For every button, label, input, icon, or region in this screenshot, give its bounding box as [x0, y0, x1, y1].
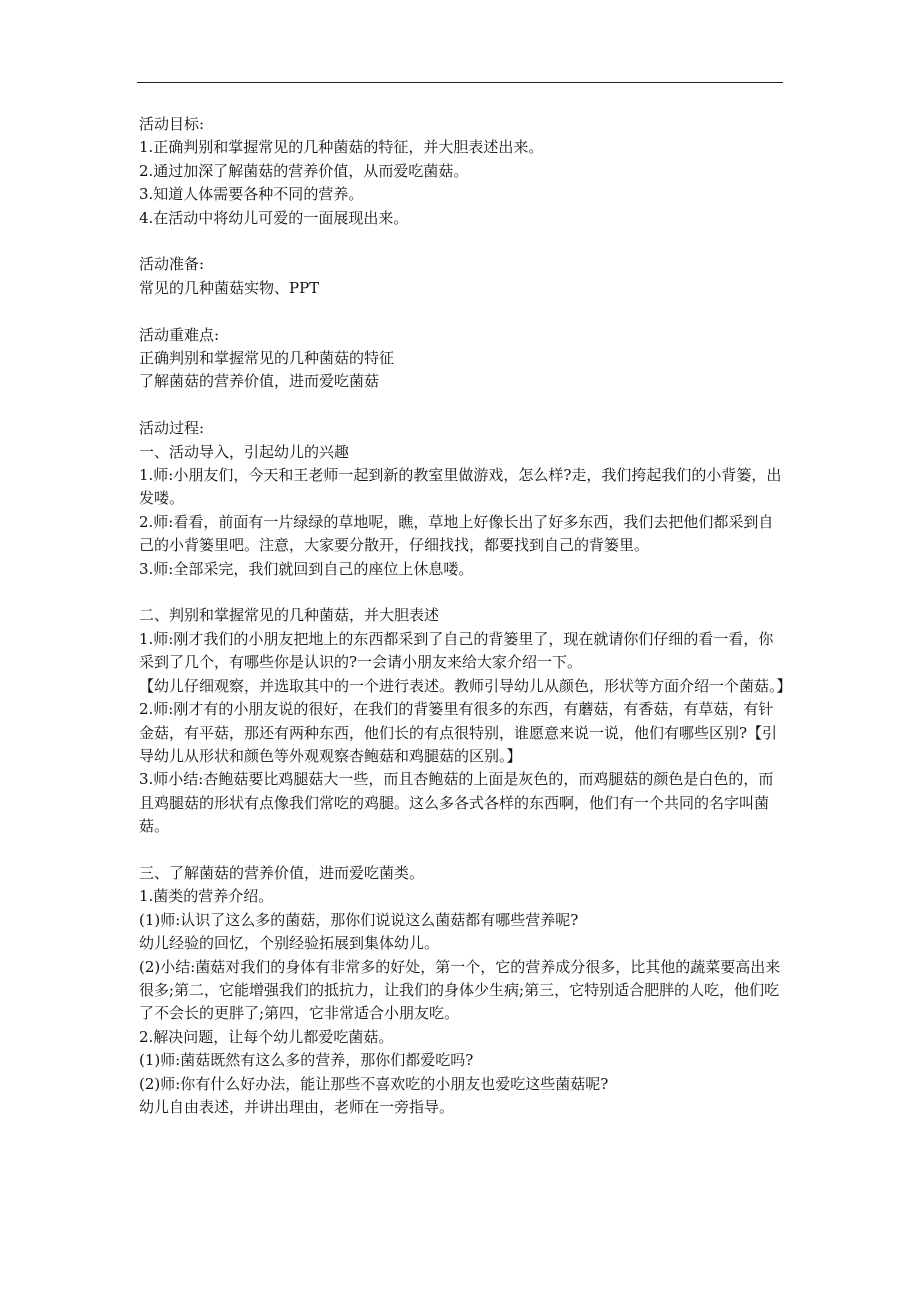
goal-item: 4.在活动中将幼儿可爱的一面展现出来。 [139, 208, 409, 227]
goal-item: 2.通过加深了解菌菇的营养价值，从而爱吃菌菇。 [139, 161, 469, 180]
spacer [139, 230, 785, 253]
part3-item: (2)师:你有什么好办法，能让那些不喜欢吃的小朋友也爱吃这些菌菇呢? [139, 1074, 609, 1093]
part2-item: 2.师:刚才有的小朋友说的很好，在我们的背篓里有很多的东西，有蘑菇，有香菇，有草菇，有针金菇，有平菇，那还有两种东西，他们长的有点很特别，谁愿意来说一说，他们有哪些区别?【引导幼儿从形状和颜色等外观观察杏鲍菇和鸡腿菇的区别。】 [139, 700, 778, 765]
keypoint-item: 了解菌菇的营养价值，进而爱吃菌菇 [139, 372, 380, 391]
keypoints-heading: 活动重难点: [139, 325, 220, 344]
spacer [139, 839, 785, 862]
part2-title: 二、判别和掌握常见的几种菌菇，并大胆表述 [139, 606, 440, 625]
goal-item: 3.知道人体需要各种不同的营养。 [139, 185, 364, 204]
part3-item: (1)师:认识了这么多的菌菇，那你们说说这么菌菇都有哪些营养呢? [139, 910, 579, 929]
part3-item: 2.解决问题，让每个幼儿都爱吃菌菇。 [139, 1027, 394, 1046]
process-heading: 活动过程: [139, 419, 205, 438]
prep-heading: 活动准备: [139, 255, 205, 274]
goals-heading: 活动目标: [139, 115, 205, 133]
header-rule [137, 82, 783, 83]
part2-item: 【幼儿仔细观察，并选取其中的一个进行表述。教师引导幼儿从颜色，形状等方面介绍一个菌菇。】 [139, 676, 792, 695]
spacer [139, 394, 785, 417]
part1-item: 1.师:小朋友们，今天和王老师一起到新的教室里做游戏，怎么样?走，我们挎起我们的小背篓，出发喽。 [139, 466, 782, 508]
part3-item: 1.菌类的营养介绍。 [139, 887, 274, 906]
part3-item: (2)小结:菌菇对我们的身体有非常多的好处，第一个，它的营养成分很多，比其他的蔬菜要高出来很多;第二，它能增强我们的抵抗力，让我们的身体少生病;第三，它特别适合肥胖的人吃，他们吃了不会长的更胖了;第四，它非常适合小朋友吃。 [139, 957, 781, 1023]
spacer [139, 581, 785, 604]
spacer [139, 300, 785, 323]
keypoint-item: 正确判别和掌握常见的几种菌菇的特征 [139, 349, 395, 368]
document-body [139, 113, 792, 1119]
part1-title: 一、活动导入，引起幼儿的兴趣 [139, 442, 350, 461]
part1-item: 3.师:全部采完，我们就回到自己的座位上休息喽。 [139, 559, 474, 578]
part3-item: 幼儿经验的回忆，个别经验拓展到集体幼儿。 [139, 934, 440, 953]
part3-title: 三、了解菌菇的营养价值，进而爱吃菌类。 [139, 863, 425, 882]
prep-item: 常见的几种菌菇实物、PPT [139, 278, 320, 297]
part2-item: 3.师小结:杏鲍菇要比鸡腿菇大一些，而且杏鲍菇的上面是灰色的，而鸡腿菇的颜色是白色的，而且鸡腿菇的形状有点像我们常吃的鸡腿。这么多各式各样的东西啊，他们有一个共同的名字叫菌菇。 [139, 770, 774, 836]
part1-item: 2.师:看看，前面有一片绿绿的草地呢，瞧，草地上好像长出了好多东西，我们去把他们都采到自己的小背篓里吧。注意，大家要分散开，仔细找找，都要找到自己的背篓里。 [139, 512, 774, 555]
part3-item: (1)师:菌菇既然有这么多的营养，那你们都爱吃吗? [139, 1051, 474, 1070]
part2-item: 1.师:刚才我们的小朋友把地上的东西都采到了自己的背篓里了，现在就请你们仔细的看一看，你采到了几个，有哪些你是认识的?一会请小朋友来给大家介绍一下。 [139, 629, 774, 672]
part3-item: 幼儿自由表述，并讲出理由，老师在一旁指导。 [139, 1097, 455, 1116]
goal-item: 1.正确判别和掌握常见的几种菌菇的特征，并大胆表述出来。 [139, 138, 544, 157]
